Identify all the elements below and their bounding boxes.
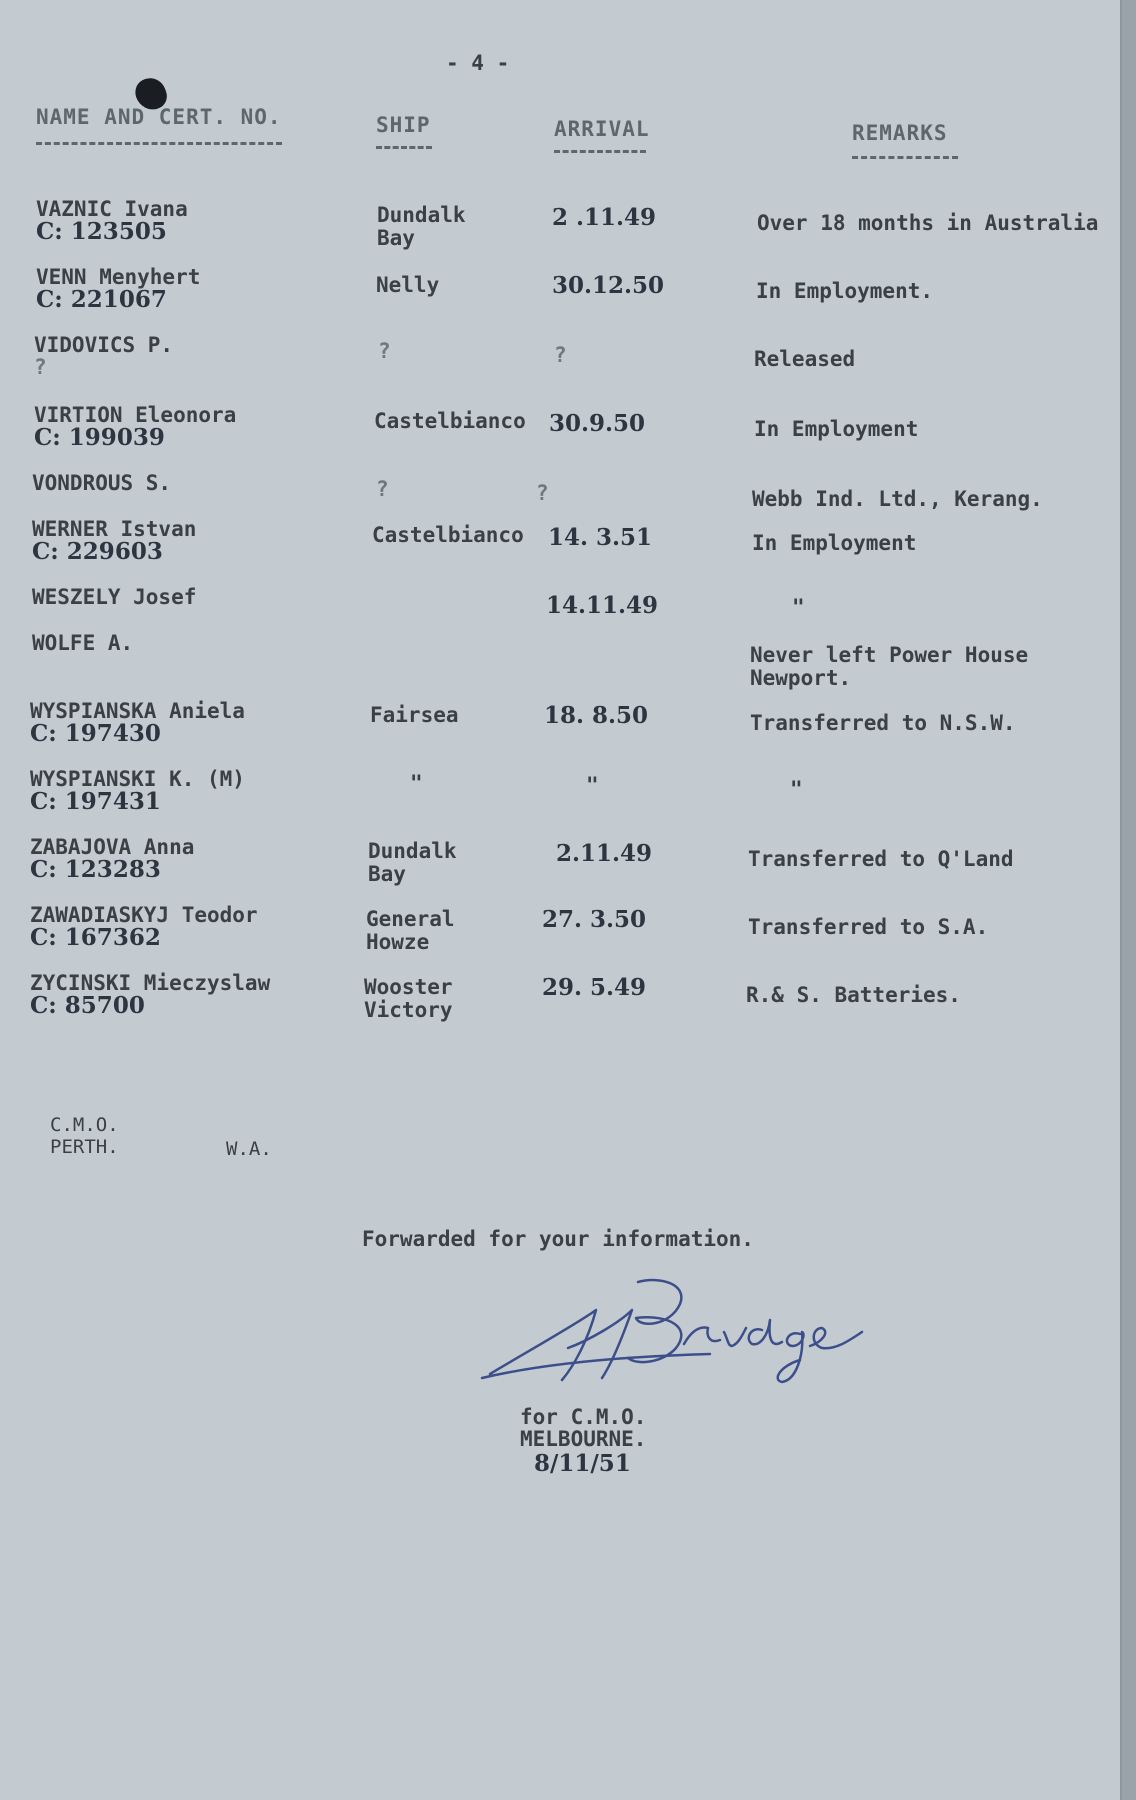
header-ship-rule: [376, 146, 432, 149]
footer-melbourne: MELBOURNE.: [520, 1427, 647, 1451]
row-13-arrival: 29. 5.49: [542, 974, 647, 1001]
row-13-cert: C: 85700: [30, 992, 145, 1019]
addressee-line1: C.M.O.: [50, 1114, 119, 1136]
row-5-remarks: Webb Ind. Ltd., Kerang.: [752, 487, 1043, 511]
row-1-name: VAZNIC Ivana: [36, 197, 188, 221]
row-10-arrival: ": [586, 773, 599, 797]
row-2-arrival: 30.12.50: [552, 272, 665, 299]
row-5-arrival: ?: [536, 481, 549, 505]
header-arrival: ARRIVAL: [554, 117, 650, 141]
footer-for-cmo: for C.M.O.: [520, 1405, 647, 1429]
header-remarks: REMARKS: [852, 121, 948, 145]
row-11-remarks: Transferred to Q'Land: [748, 847, 1014, 871]
row-6-cert: C: 229603: [32, 538, 163, 565]
row-8-name: WOLFE A.: [32, 631, 134, 655]
row-1-arrival: 2 .11.49: [552, 204, 657, 231]
row-9-name: WYSPIANSKA Aniela: [30, 699, 245, 723]
row-11-ship: Dundalk Bay: [368, 839, 457, 886]
row-3-ship: ?: [378, 339, 391, 363]
row-9-ship: Fairsea: [370, 703, 459, 727]
signature-letter-b: [628, 1280, 681, 1362]
row-2-cert: C: 221067: [36, 286, 167, 313]
row-2-remarks: In Employment.: [756, 279, 934, 303]
signature-initial-a: [568, 1310, 632, 1378]
forwarded-note: Forwarded for your information.: [362, 1227, 754, 1251]
row-5-name: VONDROUS S.: [32, 471, 172, 495]
row-12-arrival: 27. 3.50: [542, 906, 647, 933]
signature-letter-d: [749, 1320, 782, 1344]
row-5-ship: ?: [376, 477, 389, 501]
row-4-arrival: 30.9.50: [549, 410, 646, 437]
footer-date: 8/11/51: [534, 1450, 631, 1477]
row-1-ship: Dundalk Bay: [377, 203, 466, 250]
row-11-name: ZABAJOVA Anna: [30, 835, 195, 859]
row-2-name: VENN Menyhert: [36, 265, 201, 289]
row-8-remarks: Never left Power House Newport.: [750, 643, 1029, 690]
row-11-arrival: 2.11.49: [556, 840, 653, 867]
header-remarks-rule: [852, 156, 958, 159]
signature-letter-i: [724, 1328, 746, 1346]
row-6-ship: Castelbianco: [372, 523, 524, 547]
row-7-name: WESZELY Josef: [32, 585, 197, 609]
row-12-name: ZAWADIASKYJ Teodor: [30, 903, 258, 927]
row-7-arrival: 14.11.49: [546, 592, 659, 619]
row-6-arrival: 14. 3.51: [548, 524, 653, 551]
header-name: NAME AND CERT. NO.: [36, 105, 282, 129]
signature-letter-e: [810, 1328, 862, 1348]
row-12-remarks: Transferred to S.A.: [748, 915, 989, 939]
addressee-state: W.A.: [226, 1138, 272, 1160]
row-13-remarks: R.& S. Batteries.: [746, 983, 961, 1007]
row-10-cert: C: 197431: [30, 788, 161, 815]
row-4-ship: Castelbianco: [374, 409, 526, 433]
row-9-cert: C: 197430: [30, 720, 161, 747]
row-7-remarks: ": [792, 595, 805, 619]
row-10-ship: ": [410, 771, 423, 795]
signature-letter-r: [684, 1328, 720, 1344]
row-12-ship: General Howze: [366, 907, 455, 954]
row-3-name: VIDOVICS P.: [34, 333, 174, 357]
row-4-remarks: In Employment: [754, 417, 919, 441]
row-10-name: WYSPIANSKI K. (M): [30, 767, 245, 791]
header-ship: SHIP: [376, 113, 431, 137]
row-3-remarks: Released: [754, 347, 856, 371]
row-11-cert: C: 123283: [30, 856, 161, 883]
row-6-name: WERNER Istvan: [32, 517, 197, 541]
signature-letter-g: [778, 1332, 804, 1382]
signature-initial-s: [490, 1310, 596, 1380]
page-number: - 4 -: [446, 51, 510, 75]
row-13-ship: Wooster Victory: [364, 975, 453, 1022]
row-1-remarks: Over 18 months in Australia: [757, 211, 1099, 235]
row-10-remarks: ": [790, 777, 803, 801]
addressee-line2: PERTH.: [50, 1136, 119, 1158]
row-3-arrival: ?: [554, 343, 567, 367]
row-4-cert: C: 199039: [34, 424, 165, 451]
row-4-name: VIRTION Eleonora: [34, 403, 237, 427]
row-12-cert: C: 167362: [30, 924, 161, 951]
header-name-rule: [36, 142, 282, 145]
row-1-cert: C: 123505: [36, 218, 167, 245]
row-2-ship: Nelly: [376, 273, 440, 297]
row-13-name: ZYCINSKI Mieczyslaw: [30, 971, 271, 995]
row-9-arrival: 18. 8.50: [544, 702, 649, 729]
signature: [470, 1270, 880, 1410]
row-9-remarks: Transferred to N.S.W.: [750, 711, 1016, 735]
row-3-cert: ?: [34, 355, 47, 379]
row-6-remarks: In Employment: [752, 531, 917, 555]
header-arrival-rule: [554, 150, 646, 153]
